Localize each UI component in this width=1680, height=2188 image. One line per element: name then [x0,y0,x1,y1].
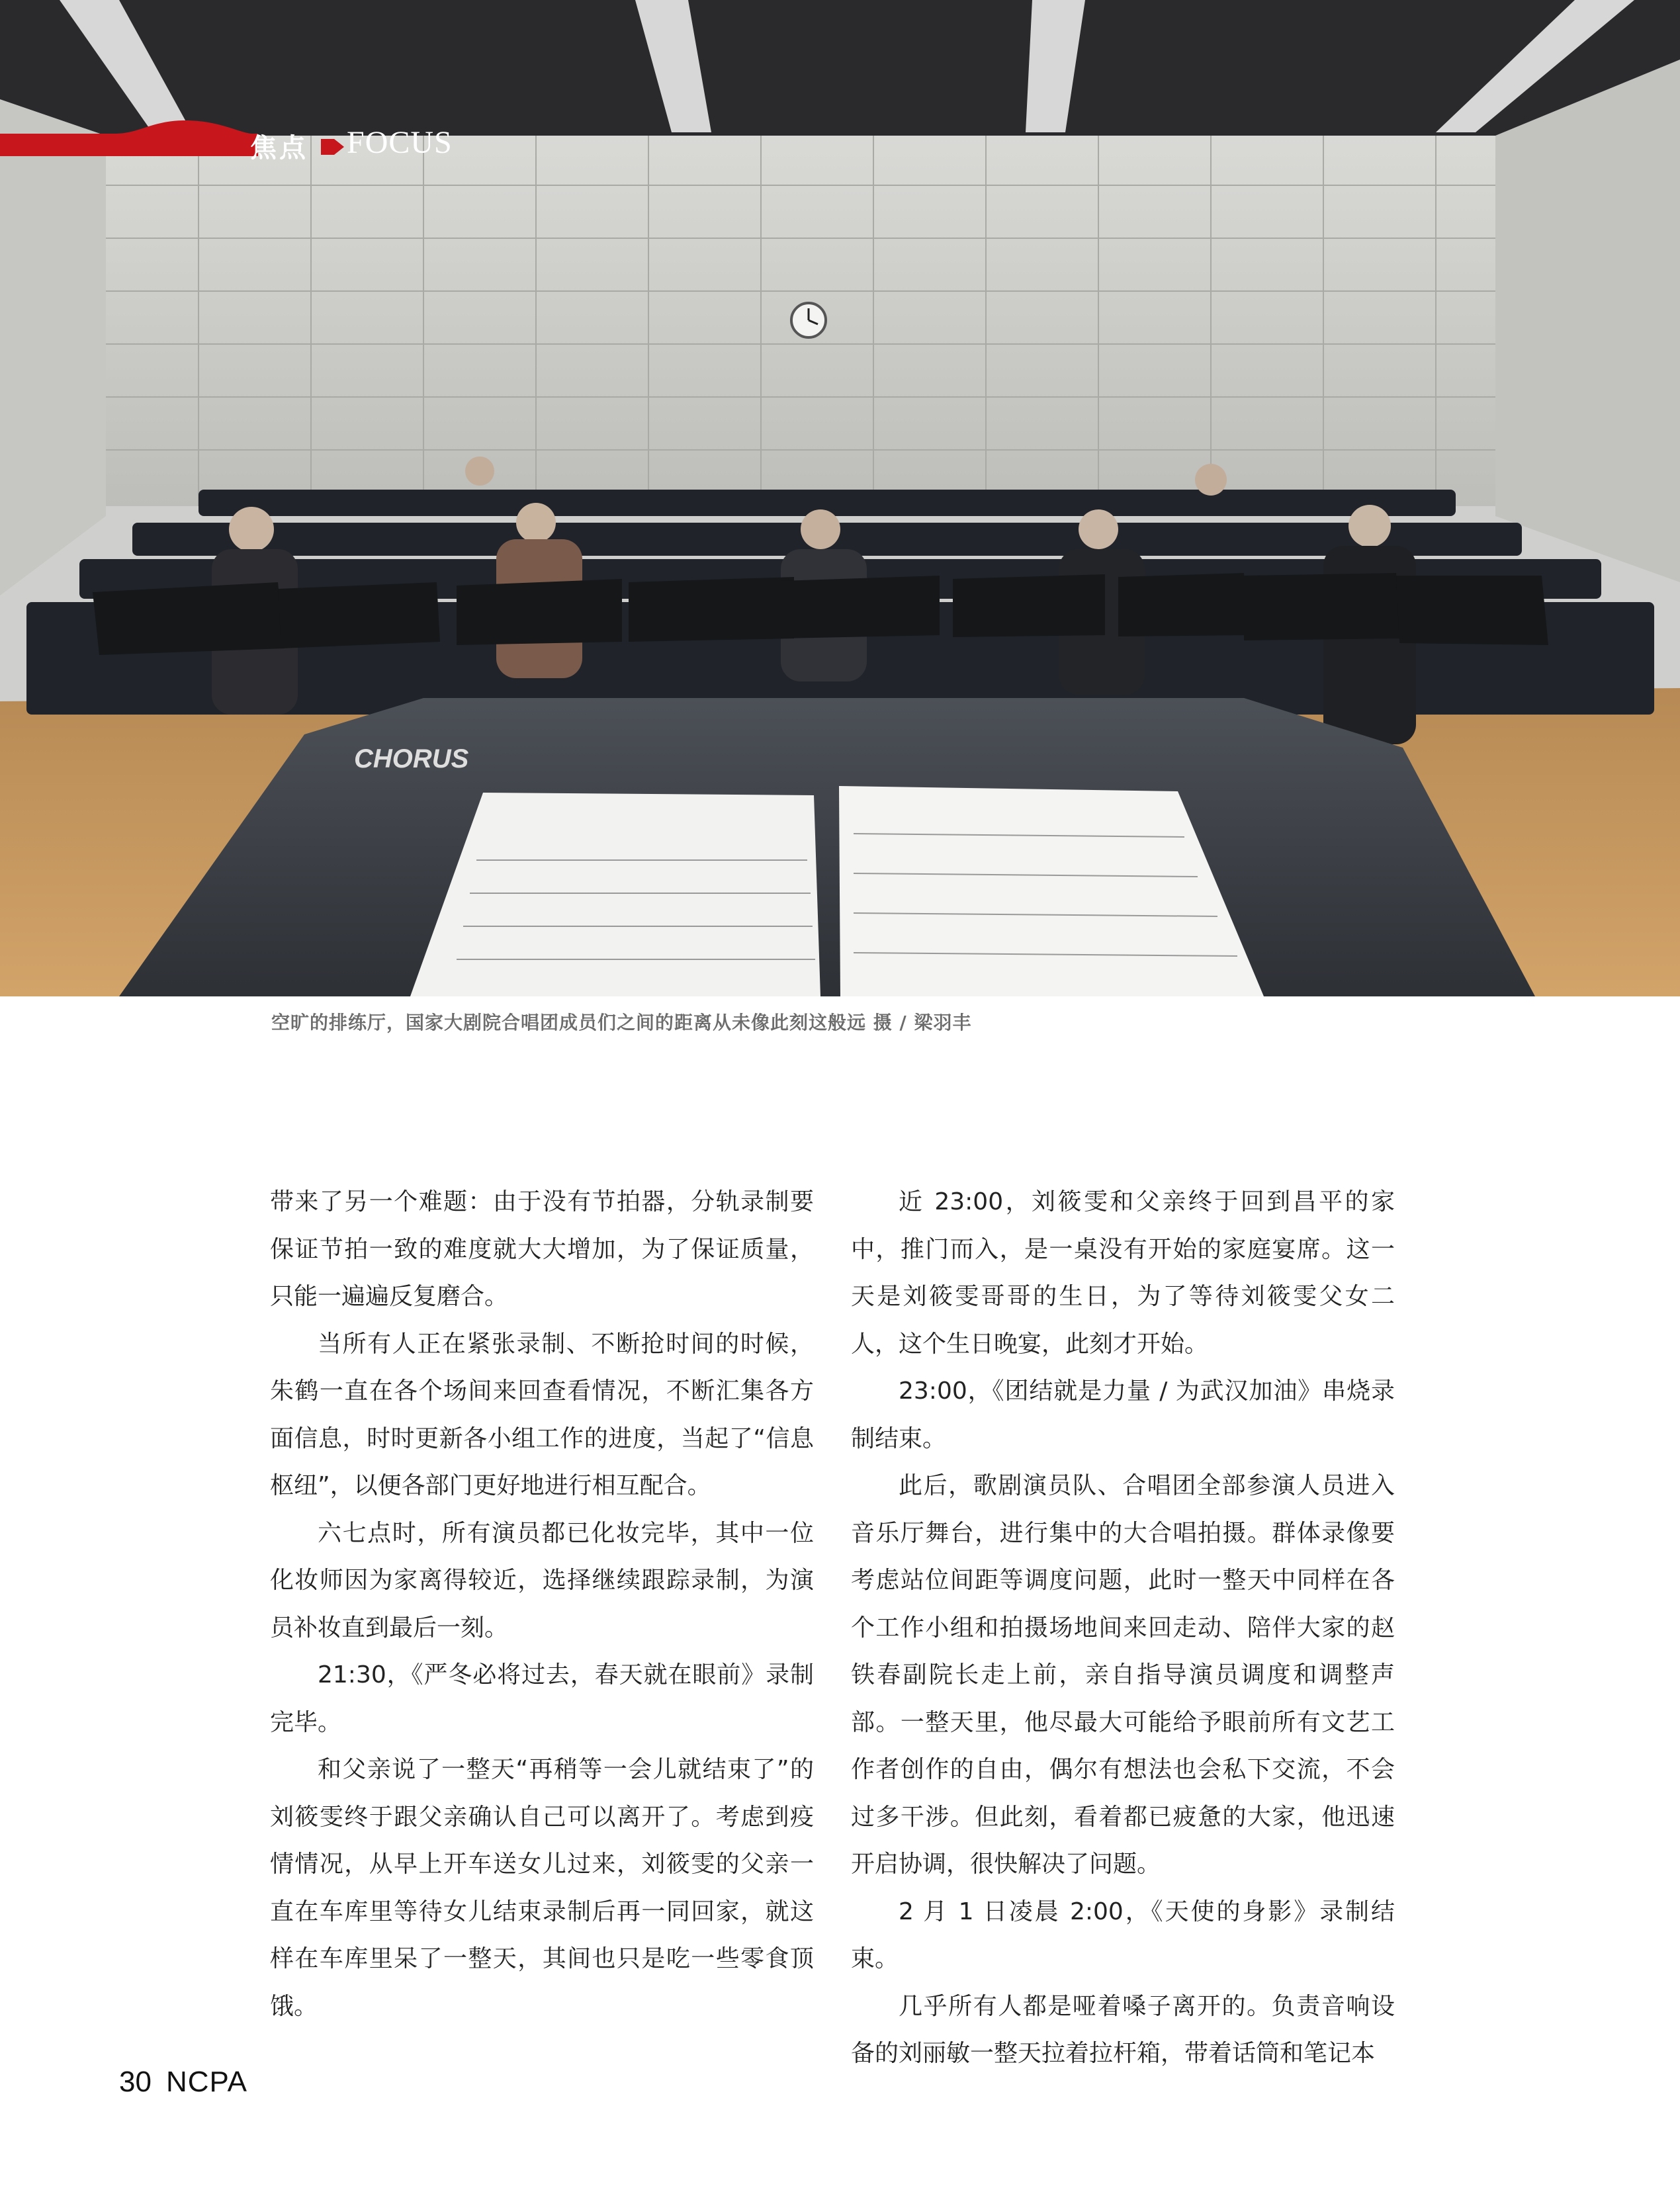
section-title-zh: 焦点 [250,133,308,163]
magazine-name: NCPA [165,2066,247,2098]
paragraph: 2 月 1 日凌晨 2:00，《天使的身影》录制结束。 [851,1898,1395,1972]
paragraph: 近 23:00，刘筱雯和父亲终于回到昌平的家中，推门而入，是一桌没有开始的家庭宴席。这一天是刘筱雯哥哥的生日，为了等待刘筱雯父女二人，这个生日晚宴，此刻才开始。 [851,1188,1395,1358]
photo-caption: 空旷的排练厅，国家大剧院合唱团成员们之间的距离从未像此刻这般远 摄 / 梁羽丰 [271,1012,972,1033]
paragraph: 六七点时，所有演员都已化妆完毕，其中一位化妆师因为家离得较近，选择继续跟踪录制，为演员补妆直到最后一刻。 [270,1519,814,1641]
section-title-en: FOCUS [347,125,453,160]
right-column [851,1178,1395,2078]
paragraph: 此后，歌剧演员队、合唱团全部参演人员进入音乐厅舞台，进行集中的大合唱拍摄。群体录像要考虑站位间距等调度问题，此时一整天中同样在各个工作小组和拍摄场地间来回走动、陪伴大家的赵铁春副院长走上前，亲自指导演员调度和调整声部。一整天里，他尽最大可能给予眼前所有文艺工作者创作的自由，偶尔有想法也会私下交流，不会过多干涉。但此刻，看着都已疲惫的大家，他迅速开启协调，很快解决了问题。 [851,1472,1395,1878]
stand-brand-label: CHORUS [354,744,469,773]
page-number: 30 [119,2066,152,2098]
left-column [270,1178,814,2030]
paragraph: 23:00，《团结就是力量 / 为武汉加油》串烧录制结束。 [851,1378,1395,1452]
paragraph: 几乎所有人都是哑着嗓子离开的。负责音响设备的刘丽敏一整天拉着拉杆箱，带着话筒和笔记本 [851,1992,1395,2067]
paragraph: 21:30，《严冬必将过去，春天就在眼前》录制完毕。 [270,1661,814,1736]
paragraph: 带来了另一个难题：由于没有节拍器，分轨录制要保证节拍一致的难度就大大增加，为了保证质量，只能一遍遍反复磨合。 [270,1188,814,1310]
paragraph: 当所有人正在紧张录制、不断抢时间的时候，朱鹤一直在各个场间来回查看情况，不断汇集各方面信息，时时更新各小组工作的进度，当起了“信息枢纽”，以便各部门更好地进行相互配合。 [270,1330,814,1499]
page-folio [119,2066,247,2099]
paragraph: 和父亲说了一整天“再稍等一会儿就结束了”的刘筱雯终于跟父亲确认自己可以离开了。考虑到疫情情况，从早上开车送女儿过来，刘筱雯的父亲一直在车库里等待女儿结束录制后再一同回家，就这样在车库里呆了一整天，其间也只是吃一些零食顶饿。 [270,1756,814,2020]
